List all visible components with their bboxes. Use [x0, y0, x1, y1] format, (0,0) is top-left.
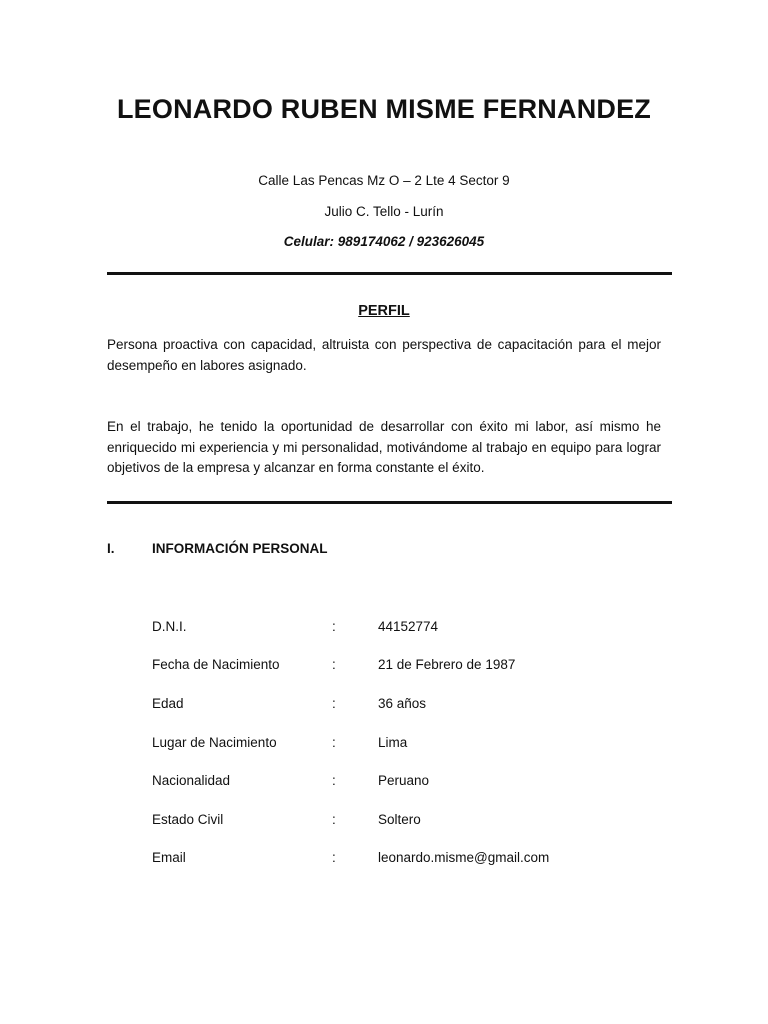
divider-bottom — [107, 501, 672, 504]
info-value: 44152774 — [378, 619, 439, 634]
info-value: leonardo.misme@gmail.com — [378, 850, 550, 865]
info-row-birthdate — [0, 657, 768, 677]
info-label: Nacionalidad — [152, 773, 231, 788]
info-row-age — [0, 696, 768, 716]
address-line-2: Julio C. Tello - Lurín — [324, 204, 444, 219]
info-value: Soltero — [378, 812, 421, 827]
profile-paragraph-1: Persona proactiva con capacidad, altruista con perspectiva de capacitación para el mejor desempeño en labores asignado. — [107, 337, 661, 373]
info-row-birthplace — [0, 735, 768, 755]
info-row-civil-status — [0, 812, 768, 832]
info-label: Email — [152, 850, 186, 865]
info-label: Lugar de Nacimiento — [152, 735, 277, 750]
info-row-dni — [0, 619, 768, 639]
info-separator: : — [332, 850, 336, 865]
page-title: LEONARDO RUBEN MISME FERNANDEZ — [116, 94, 651, 124]
info-value: 36 años — [378, 696, 427, 711]
phone-line: Celular: 989174062 / 923626045 — [283, 234, 485, 249]
profile-paragraph-2: En el trabajo, he tenido la oportunidad de desarrollar con éxito mi labor, así mismo he enriquecido mi experiencia y mi personalidad, motivándome al trabajo en equipo para lograr objetivos de la empresa y alcanzar en forma constante el éxito. — [107, 419, 661, 475]
personal-info-heading: INFORMACIÓN PERSONAL — [152, 541, 328, 556]
info-separator: : — [332, 735, 336, 750]
address-line-1: Calle Las Pencas Mz O – 2 Lte 4 Sector 9 — [258, 173, 510, 188]
info-row-nationality — [0, 773, 768, 793]
info-separator: : — [332, 696, 336, 711]
section-number: I. — [107, 541, 115, 556]
info-label: D.N.I. — [152, 619, 187, 634]
info-separator: : — [332, 773, 336, 788]
info-label: Estado Civil — [152, 812, 224, 827]
info-label: Edad — [152, 696, 184, 711]
info-separator: : — [332, 619, 336, 634]
info-value: Lima — [378, 735, 408, 750]
profile-heading: PERFIL — [358, 303, 410, 319]
info-separator: : — [332, 812, 336, 827]
info-label: Fecha de Nacimiento — [152, 657, 280, 672]
info-value: 21 de Febrero de 1987 — [378, 657, 516, 672]
info-separator: : — [332, 657, 336, 672]
info-value: Peruano — [378, 773, 430, 788]
divider-top — [107, 272, 672, 275]
info-row-email — [0, 850, 768, 870]
